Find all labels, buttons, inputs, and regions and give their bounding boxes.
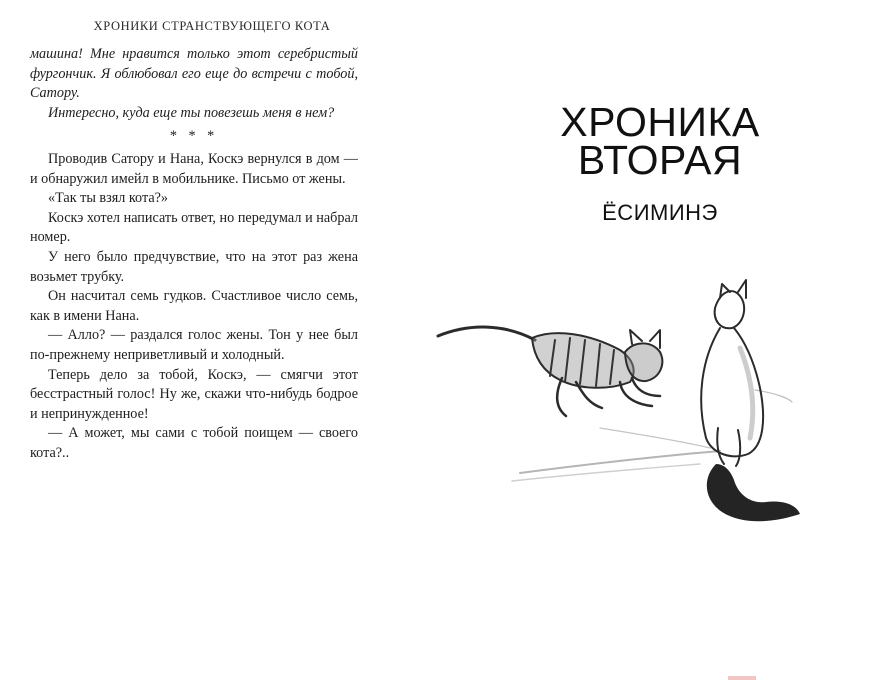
right-page (430, 0, 871, 682)
paragraph: У него было предчувствие, что на этот раз жена возьмет трубку. (30, 248, 358, 285)
paragraph: Теперь дело за тобой, Коскэ, — смягчи этот бесстрастный голос! Ну же, скажи что-нибудь бодрое и непринужденное! (30, 366, 358, 422)
paragraph: машина! Мне нравится только этот серебристый фургончик. Я облюбовал его еще до встречи с тобой, Сатору. (30, 46, 358, 102)
ground-stroke (520, 451, 720, 473)
paragraph: Коскэ хотел написать ответ, но передумал и набрал номер. (30, 209, 358, 246)
edge-mark (728, 676, 756, 680)
ground-stroke (512, 464, 700, 481)
white-cat-shading (740, 348, 753, 438)
white-cat-ears (720, 280, 746, 298)
paragraph: — Алло? — раздался голос жены. Тон у нее был по-прежнему неприветливый и холодный. (30, 327, 358, 363)
chapter-title (510, 99, 810, 183)
paragraph: Интересно, куда еще ты повезешь меня в нем? (48, 104, 335, 121)
chapter-title-line-2: ВТОРАЯ (577, 137, 743, 183)
white-cat-legs (717, 428, 740, 466)
paragraph: Он насчитал семь гудков. Счастливое число семь, как в имени Нана. (30, 288, 358, 324)
white-cat-head (715, 291, 745, 328)
chapter-subtitle: ЁСИМИНЭ (602, 200, 718, 225)
body-text (30, 45, 358, 463)
paragraph: Проводив Сатору и Нана, Коскэ вернулся в дом — и обнаружил имейл в мобильнике. Письмо от жены. (30, 150, 358, 187)
paragraph: — А может, мы сами с тобой поищем — своего кота?.. (30, 425, 358, 461)
running-head: ХРОНИКИ СТРАНСТВУЮЩЕГО КОТА (93, 19, 331, 33)
cats-illustration (420, 278, 810, 538)
white-cat-shadow (707, 464, 800, 521)
chapter-title-line-1: ХРОНИКА (560, 99, 760, 145)
striped-cat (438, 327, 662, 416)
section-separator: * * * (169, 128, 219, 145)
striped-cat-tail (438, 327, 535, 340)
white-cat (701, 280, 763, 466)
paragraph: «Так ты взял кота?» (48, 190, 169, 207)
ground-stroke (600, 428, 710, 448)
left-page (0, 0, 430, 682)
